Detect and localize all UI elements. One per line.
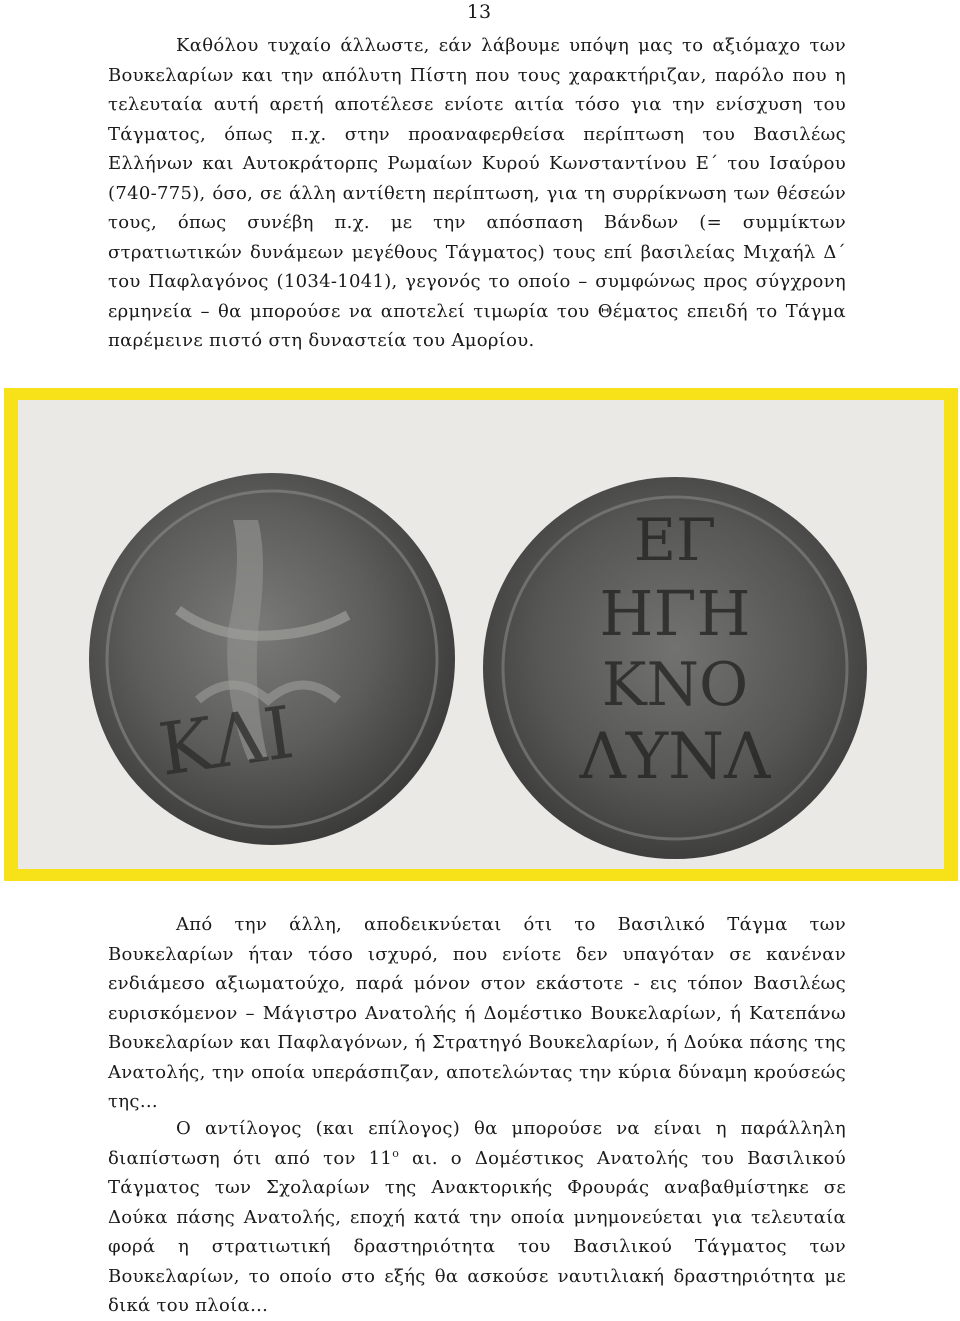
right-seal-line-3: ΚΝΟ [601,650,749,720]
paragraph-1 [108,31,846,356]
paragraph-2 [108,910,846,1117]
paragraph-1-text: Καθόλου τυχαίο άλλωστε, εάν λάβουμε υπόψη μας το αξιόμαχο των Βουκελαρίων και την απόλυτη Πίστη που τους χαρακτήριζαν, παρόλο που η τελευταία αυτή αρετή αποτέλεσε ενίοτε αιτία τόσο για την ενίσχυση του Τάγματος, όπως π.χ. στην προαναφερθείσα περίπτωση του Βασιλέως Ελλήνων και Αυτοκράτορπς Ρωμαίων Κυρού Κωνσταντίνου Ε΄ του Ισαύρου (740-775), όσο, σε άλλη αντίθετη περίπτωση, για τη συρρίκνωση των θέσεών τους, όπως συνέβη π.χ. με την απόσπαση Βάνδων (= συμμίκτων στρατιωτικών δυνάμεων μεγέθους Τάγματος) τους επί βασιλείας Μιχαήλ Δ΄ του Παφλαγόνος (1034-1041), γεγονός το οποίο – συμφώνως προς σύγχρονη ερμηνεία – θα μπορούσε να αποτελεί τιμωρία του Θέματος επειδή το Τάγμα παρέμεινε πιστό στη δυναστεία του Αμορίου. [108,35,846,351]
ordinal-superscript: ο [392,1146,400,1160]
paragraph-3 [108,1114,846,1321]
right-seal-line-2: ΗΓΗ [599,577,751,650]
paragraph-3-text-before: Ο αντίλογος (και επίλογος) θα μπορούσε να είναι η παράλληλη διαπίστωση ότι από τον 11 [108,1118,846,1169]
seal-photo [18,400,944,869]
right-seal [483,477,867,859]
left-seal-legend: ΚΛΙ [153,689,299,792]
page-number: 13 [466,1,492,23]
seal-photo-frame [4,388,958,881]
paragraph-3-text-after: αι. ο Δομέστικος Ανατολής του Βασιλικού Τάγματος των Σχολαρίων της Ανακτορικής Φρουράς αναβαθμίστηκε σε Δούκα πάσης Ανατολής, εποχή κατά την οποία μνημονεύεται για τελευταία φορά η στρατιωτική δραστηριότητα του Βασιλικού Τάγματος των Βουκελαρίων, το οποίο στο εξής θα ασκούσε ναυτιλιακή δραστηριότητα με δικά του πλοία… [108,1147,846,1316]
right-seal-line-4: ΛΥΝΛ [579,720,771,794]
right-seal-line-1: ΕΓ [633,506,717,574]
paragraph-2-text: Από την άλλη, αποδεικνύεται ότι το Βασιλικό Τάγμα των Βουκελαρίων ήταν τόσο ισχυρό, που ενίοτε δεν υπαγόταν σε κανέναν ενδιάμεσο αξιωματούχο, παρά μόνον στον εκάστοτε - εις τόπον Βασιλέως ευρισκόμενον – Μάγιστρο Ανατολής ή Δομέστικο Βουκελαρίων, ή Κατεπάνω Βουκελαρίων και Παφλαγόνων, ή Στρατηγό Βουκελαρίων, ή Δούκα πάσης της Ανατολής, την οποία υπεράσπιζαν, αποτελώντας την κύρια δύναμη κρούσεώς της… [108,914,846,1112]
seal-photo-graphic [18,400,944,869]
left-seal [89,473,455,845]
